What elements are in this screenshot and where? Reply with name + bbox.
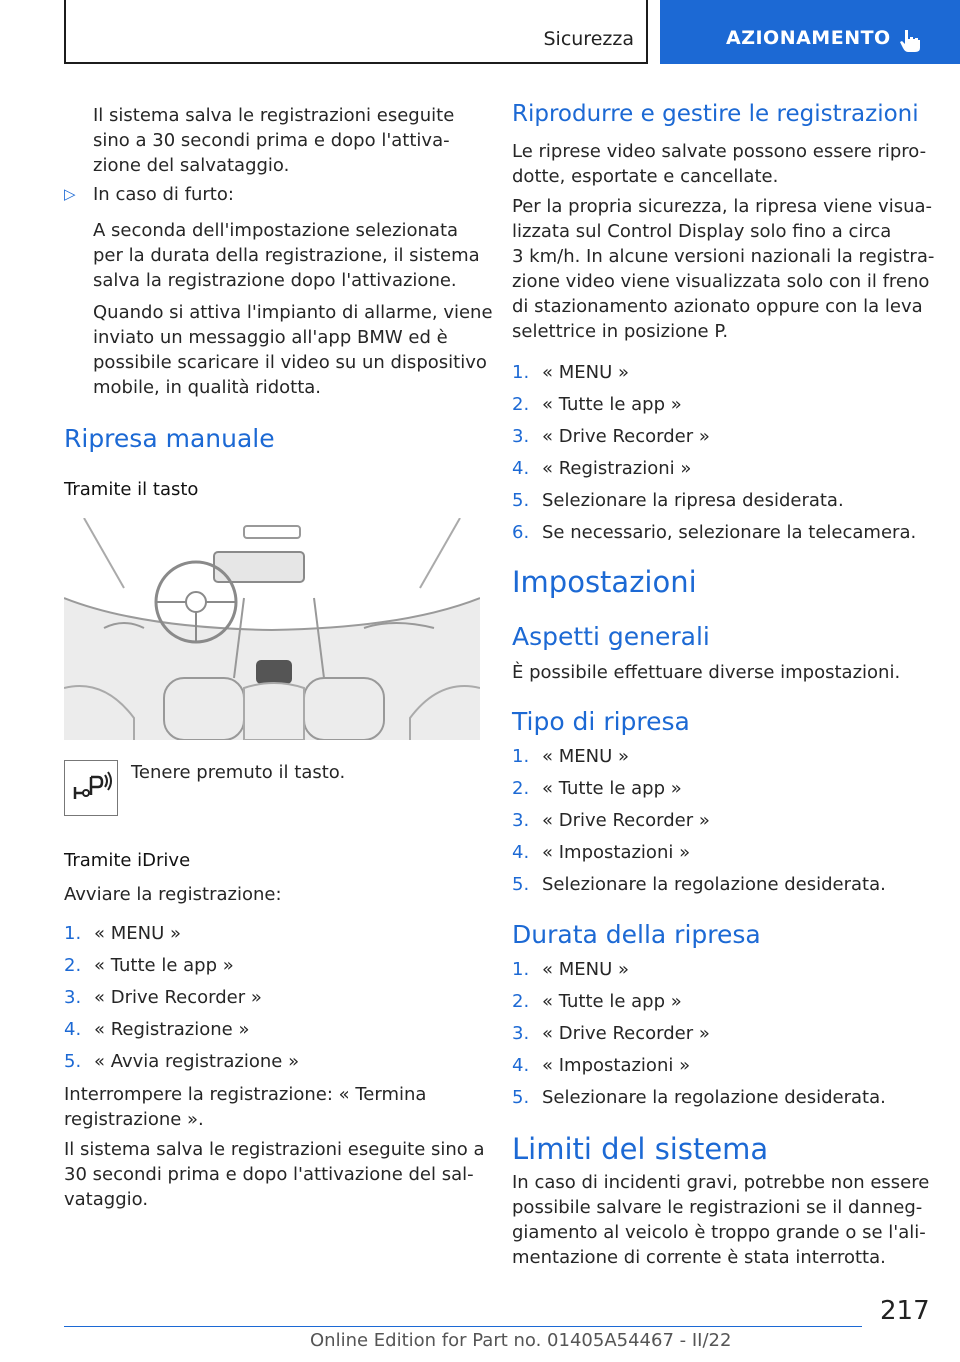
limits-paragraph bbox=[512, 1170, 929, 1270]
text-line: Quando si attiva l'impianto di allarme, viene bbox=[93, 302, 493, 323]
step-number: 4. bbox=[512, 458, 530, 479]
header-chapter-tab[interactable] bbox=[660, 0, 960, 64]
text-line: A seconda dell'impostazione selezionata bbox=[93, 220, 459, 241]
step-text: « MENU » bbox=[542, 959, 630, 980]
text-line: per la durata della registrazione, il sistema bbox=[93, 245, 480, 266]
step-number: 5. bbox=[64, 1051, 82, 1072]
text-line: possibile salvare le registrazioni se il danneg- bbox=[512, 1197, 923, 1218]
step-number: 3. bbox=[512, 810, 530, 831]
drive-recorder-button-icon bbox=[64, 760, 118, 816]
hand-pointer-icon bbox=[896, 26, 924, 54]
step-number: 3. bbox=[512, 1023, 530, 1044]
step-text: Se necessario, selezionare la telecamera. bbox=[542, 522, 917, 543]
footer-divider bbox=[64, 1326, 862, 1327]
step-number: 1. bbox=[512, 959, 530, 980]
heading-settings: Impostazioni bbox=[512, 565, 697, 599]
step-number: 4. bbox=[512, 842, 530, 863]
step-text: « Tutte le app » bbox=[542, 394, 682, 415]
text-line: Interrompere la registrazione: « Termina bbox=[64, 1084, 427, 1105]
bullet-triangle-icon: ▷ bbox=[64, 185, 76, 203]
step-text: « Registrazioni » bbox=[542, 458, 692, 479]
step-number: 2. bbox=[512, 778, 530, 799]
step-number: 4. bbox=[64, 1019, 82, 1040]
closing-paragraph bbox=[64, 1137, 485, 1212]
step-number: 5. bbox=[512, 1087, 530, 1108]
step-text: « MENU » bbox=[542, 362, 630, 383]
step-text: « Impostazioni » bbox=[542, 1055, 691, 1076]
text-line: vataggio. bbox=[64, 1189, 149, 1210]
text-line: sino a 30 secondi prima e dopo l'attiva- bbox=[93, 130, 450, 151]
step-text: « Drive Recorder » bbox=[542, 810, 710, 831]
text-line: Per la propria sicurezza, la ripresa viene visua- bbox=[512, 196, 933, 217]
step-number: 1. bbox=[512, 746, 530, 767]
step-number: 2. bbox=[64, 955, 82, 976]
step-number: 4. bbox=[512, 1055, 530, 1076]
theft-paragraph-2 bbox=[93, 300, 493, 400]
play-paragraph-1 bbox=[512, 139, 926, 189]
start-recording-label: Avviare la registrazione: bbox=[64, 884, 282, 905]
step-text: « Drive Recorder » bbox=[94, 987, 262, 1008]
bullet-title: In caso di furto: bbox=[93, 184, 234, 205]
text-line: possibile scaricare il video su un dispositivo bbox=[93, 352, 487, 373]
step-text: « Registrazione » bbox=[94, 1019, 250, 1040]
text-line: salva la registrazione dopo l'attivazione. bbox=[93, 270, 457, 291]
heading-via-button: Tramite il tasto bbox=[64, 479, 199, 500]
intro-paragraph bbox=[93, 103, 454, 178]
theft-paragraph-1 bbox=[93, 218, 480, 293]
header-chapter-title: AZIONAMENTO bbox=[726, 27, 891, 49]
step-number: 5. bbox=[512, 874, 530, 895]
text-line: Il sistema salva le registrazioni eseguite sino a bbox=[64, 1139, 485, 1160]
step-text: Selezionare la regolazione desiderata. bbox=[542, 874, 886, 895]
heading-general: Aspetti generali bbox=[512, 622, 710, 651]
page-number: 217 bbox=[880, 1296, 930, 1326]
step-text: « MENU » bbox=[542, 746, 630, 767]
text-line: zione video viene visualizzata solo con il freno bbox=[512, 271, 930, 292]
step-number: 1. bbox=[64, 923, 82, 944]
text-line: di stazionamento azionato oppure con la leva bbox=[512, 296, 923, 317]
heading-system-limits: Limiti del sistema bbox=[512, 1132, 769, 1166]
stop-recording-paragraph bbox=[64, 1082, 426, 1132]
step-text: « Drive Recorder » bbox=[542, 1023, 710, 1044]
text-line: registrazione ». bbox=[64, 1109, 204, 1130]
heading-duration: Durata della ripresa bbox=[512, 920, 761, 949]
step-number: 5. bbox=[512, 490, 530, 511]
step-number: 3. bbox=[512, 426, 530, 447]
step-text: « Tutte le app » bbox=[94, 955, 234, 976]
step-number: 3. bbox=[64, 987, 82, 1008]
heading-play-manage: Riprodurre e gestire le registrazioni bbox=[512, 101, 919, 127]
header-section-box bbox=[64, 0, 648, 64]
text-line: mentazione di corrente è stata interrotta. bbox=[512, 1247, 886, 1268]
footer-edition: Online Edition for Part no. 01405A54467 - II/22 bbox=[310, 1330, 732, 1351]
text-line: zione del salvataggio. bbox=[93, 155, 290, 176]
step-text: Selezionare la regolazione desiderata. bbox=[542, 1087, 886, 1108]
step-number: 2. bbox=[512, 394, 530, 415]
step-number: 2. bbox=[512, 991, 530, 1012]
step-text: « Impostazioni » bbox=[542, 842, 691, 863]
text-line: In caso di incidenti gravi, potrebbe non essere bbox=[512, 1172, 930, 1193]
button-caption: Tenere premuto il tasto. bbox=[131, 762, 346, 783]
text-line: lizzata sul Control Display solo fino a circa bbox=[512, 221, 892, 242]
text-line: giamento al veicolo è troppo grande o se l'ali- bbox=[512, 1222, 926, 1243]
text-line: Le riprese video salvate possono essere ripro- bbox=[512, 141, 927, 162]
step-text: « Tutte le app » bbox=[542, 991, 682, 1012]
text-line: selettrice in posizione P. bbox=[512, 321, 729, 342]
text-line: 3 km/h. In alcune versioni nazionali la registra- bbox=[512, 246, 935, 267]
heading-manual-recording: Ripresa manuale bbox=[64, 424, 275, 453]
text-line: inviato un messaggio all'app BMW ed è bbox=[93, 327, 448, 348]
play-paragraph-2 bbox=[512, 194, 934, 344]
step-number: 1. bbox=[512, 362, 530, 383]
text-line: 30 secondi prima e dopo l'attivazione del sal- bbox=[64, 1164, 474, 1185]
step-text: « Tutte le app » bbox=[542, 778, 682, 799]
step-text: « Avvia registrazione » bbox=[94, 1051, 300, 1072]
heading-via-idrive: Tramite iDrive bbox=[64, 850, 191, 871]
step-text: Selezionare la ripresa desiderata. bbox=[542, 490, 844, 511]
text-line: Il sistema salva le registrazioni eseguite bbox=[93, 105, 455, 126]
step-number: 6. bbox=[512, 522, 530, 543]
text-line: mobile, in qualità ridotta. bbox=[93, 377, 322, 398]
step-text: « Drive Recorder » bbox=[542, 426, 710, 447]
header-section-title: Sicurezza bbox=[543, 28, 634, 50]
cockpit-illustration bbox=[64, 518, 480, 740]
step-text: « MENU » bbox=[94, 923, 182, 944]
general-paragraph: È possibile effettuare diverse impostazioni. bbox=[512, 662, 901, 683]
heading-recording-type: Tipo di ripresa bbox=[512, 707, 690, 736]
text-line: dotte, esportate e cancellate. bbox=[512, 166, 779, 187]
